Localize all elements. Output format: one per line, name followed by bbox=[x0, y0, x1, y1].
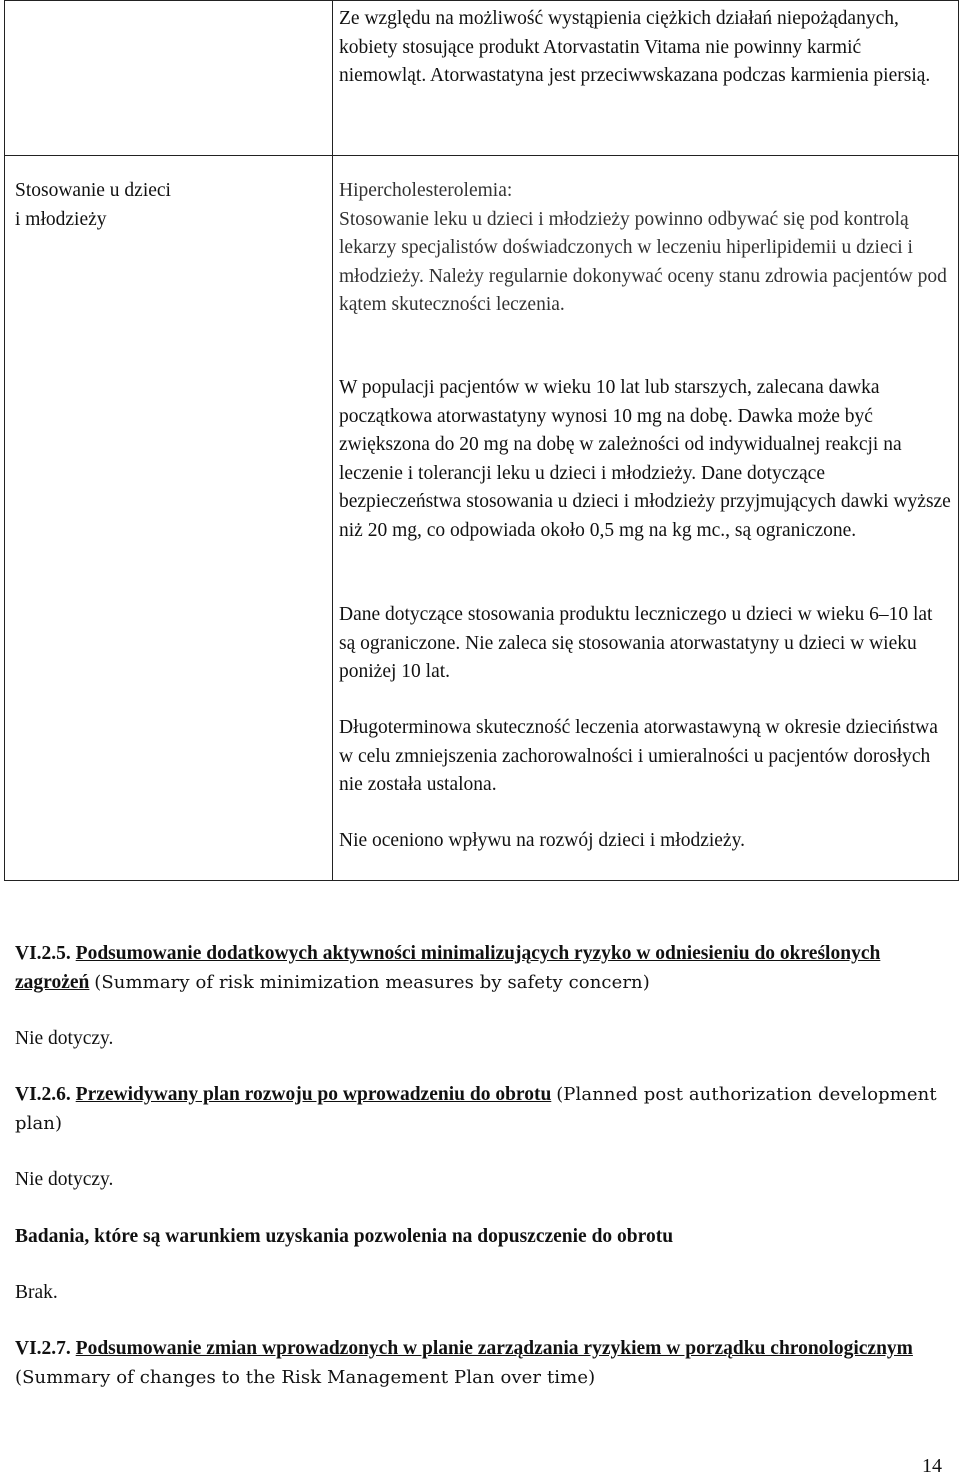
section-vi-2-7-heading: VI.2.7. Podsumowanie zmian wprowadzonych w planie zarządzania ryzykiem w porządku chronologicznym (Summary of changes to the Risk Management Plan over time) bbox=[15, 1338, 913, 1388]
development-paragraph: Nie oceniono wpływu na rozwój dzieci i młodzieży. bbox=[339, 830, 745, 851]
section-vi-2-5-heading: VI.2.5. Podsumowanie dodatkowych aktywności minimalizujących ryzyko w odniesieniu do określonych zagrożeń (Summary of risk minimization measures by safety concern) bbox=[15, 943, 881, 993]
row-divider bbox=[5, 155, 958, 156]
section-vi-2-6-body: Nie dotyczy. bbox=[15, 1169, 114, 1190]
long-term-paragraph: Długoterminowa skuteczność leczenia atorwastawyną w okresie dzieciństwa w celu zmniejszenia zachorowalności i umieralności u pacjentów dorosłych nie została ustalona. bbox=[339, 717, 938, 796]
young-children-paragraph: Dane dotyczące stosowania produktu leczniczego u dzieci w wieku 6–10 lat są ograniczone. Nie zaleca się stosowania atorwastatyny u dzieci w wieku poniżej 10 lat. bbox=[339, 604, 933, 683]
column-divider bbox=[332, 1, 333, 880]
page-number: 14 bbox=[922, 1455, 942, 1477]
hypercholesterolemia-block bbox=[339, 177, 951, 320]
hypercholesterolemia-title: Hipercholesterolemia: bbox=[339, 180, 513, 201]
section-vi-2-5-body: Nie dotyczy. bbox=[15, 1028, 114, 1049]
studies-heading: Badania, które są warunkiem uzyskania pozwolenia na dopuszczenie do obrotu bbox=[15, 1226, 674, 1247]
row-label: Stosowanie u dzieci i młodzieży bbox=[15, 180, 171, 230]
hypercholesterolemia-paragraph: Stosowanie leku u dzieci i młodzieży powinno odbywać się pod kontrolą lekarzy specjalistów doświadczonych w leczeniu hiperlipidemii u dzieci i młodzieży. Należy regularnie dokonywać oceny stanu zdrowia pacjentów pod kątem skuteczności leczenia. bbox=[339, 208, 947, 316]
studies-body: Brak. bbox=[15, 1282, 58, 1303]
dosage-paragraph: W populacji pacjentów w wieku 10 lat lub starszych, zalecana dawka początkowa atorwastatyny wynosi 10 mg na dobę. Dawka może być zwiększona do 20 mg na dobę w zależności od indywidualnej reakcji na leczenie i tolerancji leku u dzieci i młodzieży. Dane dotyczące bezpieczeństwa stosowania u dzieci i młodzieży przyjmujących dawki wyższe niż 20 mg, co odpowiada około 0,5 mg na kg mc., są ograniczone. bbox=[339, 377, 951, 541]
info-table bbox=[4, 0, 959, 881]
breastfeeding-paragraph: Ze względu na możliwość wystąpienia ciężkich działań niepożądanych, kobiety stosujące produkt Atorvastatin Vitama nie powinny karmić niemowląt. Atorwastatyna jest przeciwwskazana podczas karmienia piersią. bbox=[339, 8, 931, 87]
section-vi-2-6-heading: VI.2.6. Przewidywany plan rozwoju po wprowadzeniu do obrotu (Planned post authorization development plan) bbox=[15, 1084, 937, 1134]
